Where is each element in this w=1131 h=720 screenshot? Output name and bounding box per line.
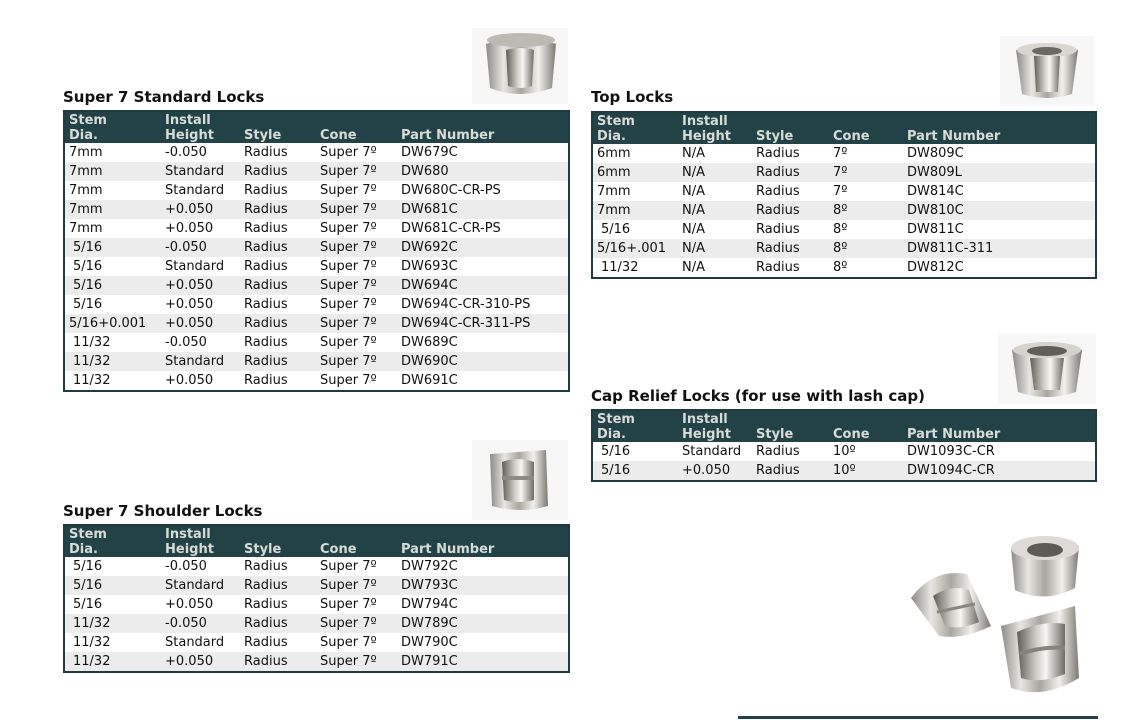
cell-style: Radius xyxy=(240,238,316,257)
cell-install-height: +0.050 xyxy=(161,371,240,391)
header-part-number: Part Number xyxy=(903,410,1096,442)
valve-lock-icon xyxy=(472,28,568,104)
cell-install-height: Standard xyxy=(161,633,240,652)
cell-part-number: DW791C xyxy=(397,652,569,672)
table-row xyxy=(592,201,1096,220)
cell-part-number: DW794C xyxy=(397,595,569,614)
header-stem-dia: Stem Dia. xyxy=(64,111,161,143)
cell-part-number: DW694C xyxy=(397,276,569,295)
cell-style: Radius xyxy=(240,633,316,652)
cell-install-height: N/A xyxy=(678,163,752,182)
cell-style: Radius xyxy=(240,314,316,333)
header-part-number: Part Number xyxy=(903,112,1096,144)
cell-part-number: DW809C xyxy=(903,144,1096,163)
header-install-height: Install Height xyxy=(678,410,752,442)
cell-style: Radius xyxy=(240,143,316,162)
cell-install-height: Standard xyxy=(161,352,240,371)
cell-stem-dia: 6mm xyxy=(592,163,678,182)
table-row xyxy=(64,257,569,276)
cell-style: Radius xyxy=(752,442,829,461)
header-style: Style xyxy=(752,112,829,144)
cell-stem-dia: 5/16 xyxy=(64,238,161,257)
cell-style: Radius xyxy=(240,295,316,314)
cell-install-height: +0.050 xyxy=(161,314,240,333)
header-cone: Cone xyxy=(316,525,397,557)
header-cone: Cone xyxy=(316,111,397,143)
header-style: Style xyxy=(240,111,316,143)
cell-install-height: Standard xyxy=(161,257,240,276)
cell-stem-dia: 5/16+.001 xyxy=(592,239,678,258)
cell-part-number: DW812C xyxy=(903,258,1096,278)
cell-install-height: +0.050 xyxy=(161,595,240,614)
cell-part-number: DW679C xyxy=(397,143,569,162)
table-row xyxy=(64,595,569,614)
cell-install-height: +0.050 xyxy=(161,200,240,219)
cell-part-number: DW793C xyxy=(397,576,569,595)
cell-install-height: N/A xyxy=(678,239,752,258)
cell-stem-dia: 11/32 xyxy=(64,633,161,652)
cell-stem-dia: 7mm xyxy=(64,181,161,200)
cell-stem-dia: 5/16 xyxy=(64,276,161,295)
cell-style: Radius xyxy=(752,239,829,258)
cell-stem-dia: 7mm xyxy=(592,182,678,201)
cell-stem-dia: 5/16 xyxy=(64,295,161,314)
table-row xyxy=(64,557,569,576)
standard-locks-table xyxy=(63,110,570,392)
cell-cone: Super 7º xyxy=(316,238,397,257)
cell-style: Radius xyxy=(752,144,829,163)
valve-lock-icon xyxy=(1000,36,1094,106)
header-part-number: Part Number xyxy=(397,111,569,143)
cell-part-number: DW814C xyxy=(903,182,1096,201)
cell-stem-dia: 7mm xyxy=(592,201,678,220)
cell-install-height: -0.050 xyxy=(161,333,240,352)
cell-style: Radius xyxy=(240,200,316,219)
cell-part-number: DW1094C-CR xyxy=(903,461,1096,481)
table-row xyxy=(64,614,569,633)
cell-install-height: N/A xyxy=(678,182,752,201)
header-install-height: Install Height xyxy=(161,525,240,557)
valve-lock-icon xyxy=(472,440,568,520)
cell-part-number: DW681C-CR-PS xyxy=(397,219,569,238)
cap-relief-locks-table xyxy=(591,409,1097,482)
cell-cone: 7º xyxy=(829,144,903,163)
table-row xyxy=(64,200,569,219)
table-row xyxy=(64,219,569,238)
top-locks-table xyxy=(591,111,1097,279)
cell-style: Radius xyxy=(240,371,316,391)
cell-part-number: DW689C xyxy=(397,333,569,352)
cell-install-height: -0.050 xyxy=(161,238,240,257)
footer-rule xyxy=(738,716,1098,719)
cell-install-height: N/A xyxy=(678,201,752,220)
cell-style: Radius xyxy=(752,258,829,278)
cell-style: Radius xyxy=(240,595,316,614)
cap-title: Cap Relief Locks (for use with lash cap) xyxy=(591,387,925,405)
table-row xyxy=(64,181,569,200)
cell-style: Radius xyxy=(240,181,316,200)
cell-stem-dia: 5/16 xyxy=(592,442,678,461)
cell-cone: 8º xyxy=(829,220,903,239)
cell-cone: Super 7º xyxy=(316,219,397,238)
cell-cone: 7º xyxy=(829,163,903,182)
cell-install-height: Standard xyxy=(678,442,752,461)
cell-install-height: +0.050 xyxy=(161,652,240,672)
cell-style: Radius xyxy=(240,276,316,295)
cell-part-number: DW809L xyxy=(903,163,1096,182)
cell-install-height: +0.050 xyxy=(161,295,240,314)
cell-style: Radius xyxy=(752,163,829,182)
cell-stem-dia: 7mm xyxy=(64,200,161,219)
cell-cone: Super 7º xyxy=(316,633,397,652)
cell-stem-dia: 11/32 xyxy=(64,333,161,352)
cell-cone: 8º xyxy=(829,201,903,220)
table-row xyxy=(64,276,569,295)
cell-install-height: Standard xyxy=(161,576,240,595)
cell-part-number: DW690C xyxy=(397,352,569,371)
cell-install-height: Standard xyxy=(161,181,240,200)
cell-stem-dia: 11/32 xyxy=(64,352,161,371)
table-row xyxy=(64,333,569,352)
cell-stem-dia: 11/32 xyxy=(64,652,161,672)
cell-style: Radius xyxy=(240,576,316,595)
table-row xyxy=(64,652,569,672)
table-row xyxy=(592,220,1096,239)
table-row xyxy=(64,143,569,162)
cell-style: Radius xyxy=(752,461,829,481)
cell-style: Radius xyxy=(240,162,316,181)
cell-style: Radius xyxy=(752,201,829,220)
cell-stem-dia: 5/16+0.001 xyxy=(64,314,161,333)
cell-stem-dia: 6mm xyxy=(592,144,678,163)
table-row xyxy=(64,371,569,391)
standard-title: Super 7 Standard Locks xyxy=(63,88,265,106)
header-part-number: Part Number xyxy=(397,525,569,557)
cell-stem-dia: 5/16 xyxy=(64,257,161,276)
cell-cone: Super 7º xyxy=(316,143,397,162)
cell-cone: Super 7º xyxy=(316,614,397,633)
cell-part-number: DW790C xyxy=(397,633,569,652)
cell-stem-dia: 5/16 xyxy=(64,557,161,576)
table-row xyxy=(64,162,569,181)
cell-part-number: DW680 xyxy=(397,162,569,181)
table-row xyxy=(592,258,1096,278)
shoulder-title: Super 7 Shoulder Locks xyxy=(63,502,263,520)
cell-cone: Super 7º xyxy=(316,162,397,181)
cell-cone: 10º xyxy=(829,442,903,461)
table-row xyxy=(64,314,569,333)
valve-lock-icon xyxy=(998,334,1096,404)
cell-install-height: Standard xyxy=(161,162,240,181)
table-row xyxy=(592,239,1096,258)
cell-install-height: N/A xyxy=(678,220,752,239)
cell-style: Radius xyxy=(240,257,316,276)
cell-cone: Super 7º xyxy=(316,652,397,672)
cell-part-number: DW694C-CR-310-PS xyxy=(397,295,569,314)
cell-install-height: N/A xyxy=(678,144,752,163)
cell-cone: Super 7º xyxy=(316,557,397,576)
cell-install-height: +0.050 xyxy=(161,219,240,238)
table-row xyxy=(64,295,569,314)
header-stem-dia: Stem Dia. xyxy=(592,410,678,442)
cell-style: Radius xyxy=(752,220,829,239)
cell-part-number: DW811C xyxy=(903,220,1096,239)
header-cone: Cone xyxy=(829,112,903,144)
cell-part-number: DW810C xyxy=(903,201,1096,220)
table-row xyxy=(592,461,1096,481)
cell-part-number: DW681C xyxy=(397,200,569,219)
table-row xyxy=(592,163,1096,182)
header-stem-dia: Stem Dia. xyxy=(592,112,678,144)
header-stem-dia: Stem Dia. xyxy=(64,525,161,557)
cell-cone: Super 7º xyxy=(316,352,397,371)
cell-cone: Super 7º xyxy=(316,200,397,219)
cell-stem-dia: 7mm xyxy=(64,143,161,162)
cell-install-height: N/A xyxy=(678,258,752,278)
header-style: Style xyxy=(240,525,316,557)
top-title: Top Locks xyxy=(591,88,674,106)
cell-cone: Super 7º xyxy=(316,371,397,391)
cell-part-number: DW691C xyxy=(397,371,569,391)
cell-style: Radius xyxy=(752,182,829,201)
cell-stem-dia: 5/16 xyxy=(64,576,161,595)
cell-style: Radius xyxy=(240,614,316,633)
cell-stem-dia: 5/16 xyxy=(592,220,678,239)
cell-part-number: DW692C xyxy=(397,238,569,257)
table-row xyxy=(64,633,569,652)
cell-install-height: -0.050 xyxy=(161,557,240,576)
cell-stem-dia: 11/32 xyxy=(592,258,678,278)
cell-stem-dia: 7mm xyxy=(64,219,161,238)
cell-install-height: +0.050 xyxy=(678,461,752,481)
cell-stem-dia: 5/16 xyxy=(592,461,678,481)
header-install-height: Install Height xyxy=(161,111,240,143)
table-row xyxy=(64,576,569,595)
cell-part-number: DW694C-CR-311-PS xyxy=(397,314,569,333)
table-row xyxy=(592,182,1096,201)
cell-style: Radius xyxy=(240,652,316,672)
cell-part-number: DW792C xyxy=(397,557,569,576)
cell-install-height: +0.050 xyxy=(161,276,240,295)
cell-install-height: -0.050 xyxy=(161,614,240,633)
cell-part-number: DW693C xyxy=(397,257,569,276)
cell-style: Radius xyxy=(240,352,316,371)
cell-part-number: DW789C xyxy=(397,614,569,633)
cell-cone: Super 7º xyxy=(316,576,397,595)
table-row xyxy=(64,352,569,371)
cell-install-height: -0.050 xyxy=(161,143,240,162)
cell-style: Radius xyxy=(240,219,316,238)
cell-cone: Super 7º xyxy=(316,595,397,614)
table-row xyxy=(592,144,1096,163)
cell-cone: Super 7º xyxy=(316,257,397,276)
cell-cone: Super 7º xyxy=(316,314,397,333)
cell-cone: Super 7º xyxy=(316,276,397,295)
table-row xyxy=(64,238,569,257)
shoulder-locks-table xyxy=(63,524,570,673)
cell-part-number: DW1093C-CR xyxy=(903,442,1096,461)
cell-cone: 10º xyxy=(829,461,903,481)
cell-cone: Super 7º xyxy=(316,181,397,200)
cell-cone: Super 7º xyxy=(316,295,397,314)
cell-cone: 8º xyxy=(829,258,903,278)
cell-stem-dia: 5/16 xyxy=(64,595,161,614)
header-cone: Cone xyxy=(829,410,903,442)
cell-cone: 8º xyxy=(829,239,903,258)
valve-locks-group-icon xyxy=(905,528,1111,704)
cell-style: Radius xyxy=(240,333,316,352)
cell-stem-dia: 7mm xyxy=(64,162,161,181)
cell-cone: 7º xyxy=(829,182,903,201)
table-row xyxy=(592,442,1096,461)
cell-stem-dia: 11/32 xyxy=(64,614,161,633)
cell-part-number: DW811C-311 xyxy=(903,239,1096,258)
header-install-height: Install Height xyxy=(678,112,752,144)
cell-style: Radius xyxy=(240,557,316,576)
cell-stem-dia: 11/32 xyxy=(64,371,161,391)
cell-cone: Super 7º xyxy=(316,333,397,352)
cell-part-number: DW680C-CR-PS xyxy=(397,181,569,200)
header-style: Style xyxy=(752,410,829,442)
